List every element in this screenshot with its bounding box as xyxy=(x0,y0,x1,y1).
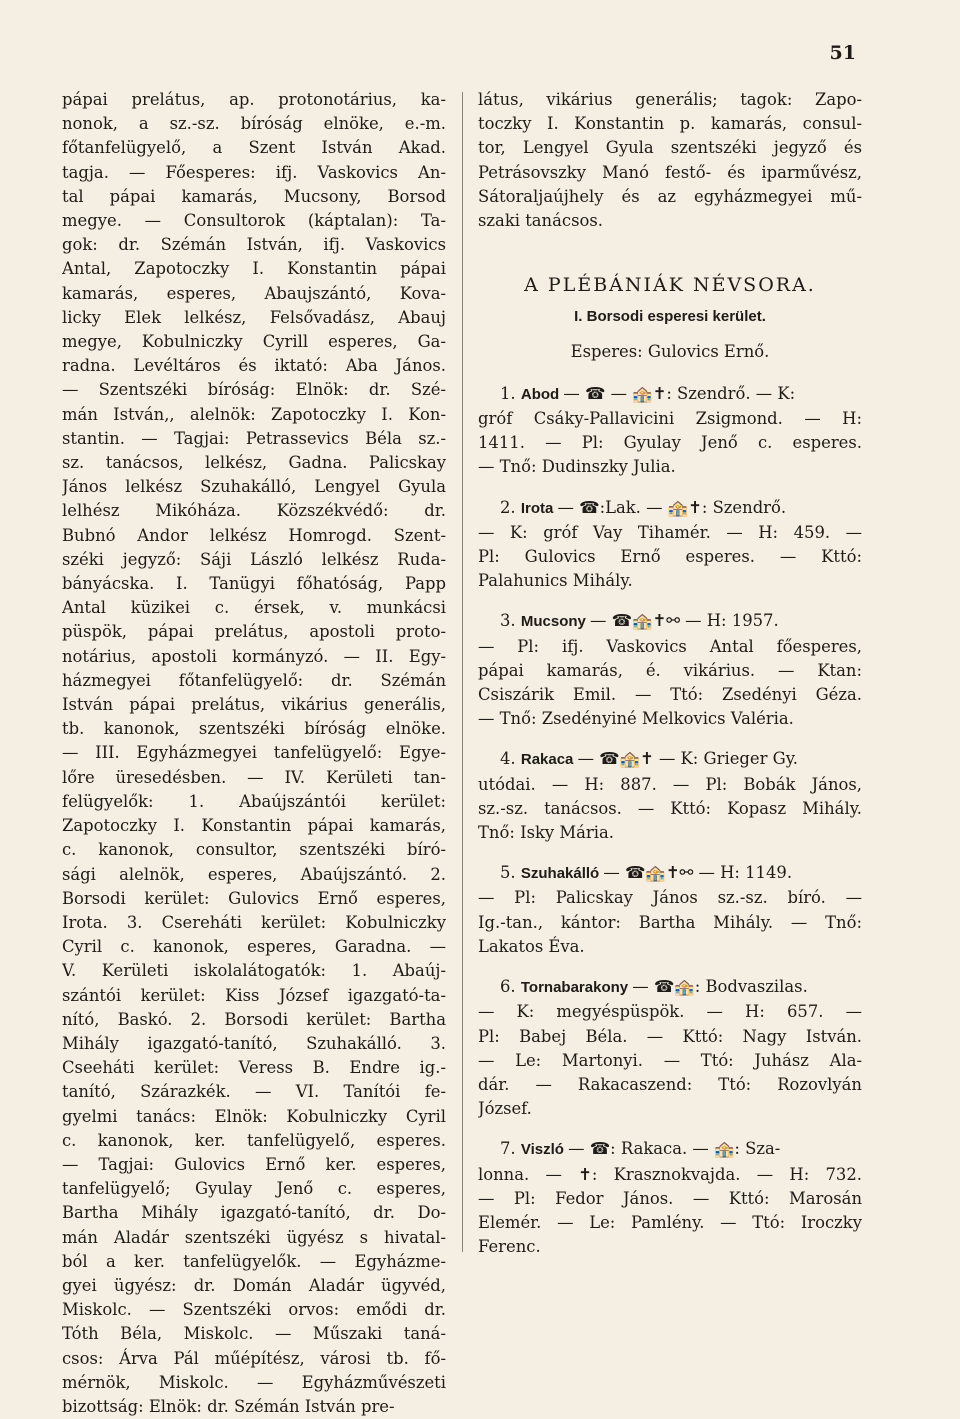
text-line: Sátoraljaújhely és az egyházmegyei mű- xyxy=(478,186,862,206)
parish-detail-line: — Le: Martonyi. — Ttó: Juhász Ala- xyxy=(478,1050,862,1070)
parish-name: Viszló xyxy=(520,1141,569,1159)
text-line: gok: dr. Szémán István, ifj. Vaskovics xyxy=(62,235,446,255)
parish-number: 2. xyxy=(500,497,521,517)
text-line: radna. Levéltáros és iktató: Aba János. xyxy=(62,356,446,376)
parish-detail-line: — Pl: ifj. Vaskovics Antal főesperes, xyxy=(478,636,862,656)
dean-line: Esperes: Gulovics Ernő. xyxy=(570,341,770,361)
parish-number: 4. xyxy=(500,749,521,769)
parish-entry-header xyxy=(478,382,862,407)
parish-entry-header xyxy=(478,861,862,886)
text-line: bányácska. I. Tanügyi főhatóság, Papp xyxy=(62,574,446,594)
parish-detail: — ☎ — 🏤✝: Szendrő. — K: xyxy=(563,383,796,403)
text-line: Irota. 3. Csereháti kerület: Kobulniczky xyxy=(62,912,446,932)
text-line: lelhész Mikóháza. Közszékvédő: dr. xyxy=(62,501,446,521)
parish-number: 7. xyxy=(500,1139,521,1159)
parish-name: Abod xyxy=(520,385,564,403)
text-line: főtanfelügyelő, a Szent István Akad. xyxy=(62,138,446,158)
parish-name: Szuhakálló xyxy=(520,865,604,883)
text-line: stantin. — Tagjai: Petrassevics Béla sz.- xyxy=(62,428,446,448)
text-line: bizottság: Elnök: dr. Szémán István pre- xyxy=(62,1396,395,1416)
text-line: kamarás, esperes, Abaujszántó, Kova- xyxy=(62,283,446,303)
text-line: gyelmi tanács: Elnök: Kobulniczky Cyril xyxy=(62,1106,446,1126)
parish-detail-line: gróf Csáky-Pallavicini Zsigmond. — H: xyxy=(478,409,862,429)
parish-list xyxy=(478,382,862,1260)
text-line: felügyelők: 1. Abaújszántói kerület: xyxy=(62,791,446,811)
text-line: Miskolc. — Szentszéki orvos: emődi dr. xyxy=(62,1300,446,1320)
text-line: V. Kerületi iskolalátogatók: 1. Abaúj- xyxy=(62,961,446,981)
text-line: tor, Lengyel Gyula szentszéki jegyző és xyxy=(478,138,862,158)
parish-detail: — ☎: Rakaca. — 🏤: Sza- xyxy=(568,1139,781,1159)
parish-detail-line: — K: gróf Vay Tihamér. — H: 459. — xyxy=(478,522,862,542)
parish-number: 3. xyxy=(500,611,521,631)
parish-detail-line: 1411. — Pl: Gyulay Jenő c. esperes. xyxy=(478,433,862,453)
parish-detail-line: Ferenc. xyxy=(478,1237,541,1257)
parish-detail-line: Ig.-tan., kántor: Bartha Mihály. — Tnő: xyxy=(478,912,862,932)
parish-detail-line: utódai. — H: 887. — Pl: Bobák János, xyxy=(478,774,862,794)
parish-detail: — ☎🏤✝ — K: Grieger Gy. xyxy=(577,749,799,769)
parish-detail-line: Elemér. — Le: Pamlény. — Ttó: Iroczky xyxy=(478,1212,862,1232)
parish-entry xyxy=(478,861,862,959)
district-subheading: I. Borsodi esperesi kerület. xyxy=(574,308,766,326)
parish-name: Irota xyxy=(520,499,558,517)
parish-detail-line: sz.-sz. tanácsos. — Kttó: Kopasz Mihály. xyxy=(478,798,862,818)
parish-number: 5. xyxy=(500,863,521,883)
text-line: csos: Árva Pál műépítész, városi tb. fő- xyxy=(62,1348,446,1368)
text-line: Cseeháti kerület: Veress B. Endre ig.- xyxy=(62,1058,446,1078)
text-line: tanító, Szárazkék. — VI. Tanítói fe- xyxy=(62,1082,446,1102)
parish-detail-line: Tnő: Isky Mária. xyxy=(478,823,614,843)
parish-entry-header xyxy=(478,496,862,521)
parish-entry-header xyxy=(478,975,862,1000)
parish-entry-header xyxy=(478,1137,862,1162)
section-heading: A PLÉBÁNIÁK NÉVSORA. xyxy=(524,274,816,297)
text-line: tal pápai kamarás, Mucsony, Borsod xyxy=(62,186,446,206)
right-column-intro xyxy=(478,88,862,233)
text-line: Cyril c. kanonok, esperes, Garadna. — xyxy=(62,937,446,957)
text-line: János lelkész Szuhakálló, Lengyel Gyula xyxy=(62,477,446,497)
text-line: tagja. — Főesperes: ifj. Vaskovics An- xyxy=(62,162,446,182)
text-line: Tóth Béla, Miskolc. — Műszaki taná- xyxy=(62,1324,446,1344)
text-line: házmegyei főtanfelügyelő: dr. Szémán xyxy=(62,670,446,690)
text-line: Antal, Zapotoczky I. Konstantin pápai xyxy=(62,259,446,279)
parish-detail-line: — K: megyéspüspök. — H: 657. — xyxy=(478,1002,862,1022)
parish-name: Mucsony xyxy=(520,613,591,631)
parish-entry-header xyxy=(478,609,862,634)
parish-detail-line: — Pl: Palicskay János sz.-sz. bíró. — xyxy=(478,888,862,908)
text-line: megye, Kobulniczky Cyrill esperes, Ga- xyxy=(62,332,446,352)
parish-detail-line: Lakatos Éva. xyxy=(478,936,585,956)
parish-number: 6. xyxy=(500,977,521,997)
page-number: 51 xyxy=(829,42,856,64)
text-line: notárius, apostoli kormányzó. — II. Egy- xyxy=(62,646,446,666)
text-line: szántói kerület: Kiss József igazgató-ta- xyxy=(62,985,446,1005)
parish-detail-line: József. xyxy=(478,1099,532,1119)
text-line: sz. tanácsos, lelkész, Gadna. Palicskay xyxy=(62,453,446,473)
parish-entry xyxy=(478,747,862,845)
text-line: széki jegyző: Sáji László lelkész Ruda- xyxy=(62,549,446,569)
parish-entry xyxy=(478,496,862,594)
text-line: mán István,, alelnök: Zapotoczky I. Kon- xyxy=(62,404,446,424)
text-line: Borsodi kerület: Gulovics Ernő esperes, xyxy=(62,888,446,908)
parish-entry-header xyxy=(478,747,862,772)
text-line: — III. Egyházmegyei tanfelügyelő: Egye- xyxy=(62,743,446,763)
parish-detail-line: lonna. — ✝: Krasznokvajda. — H: 732. xyxy=(478,1164,862,1184)
left-column xyxy=(62,88,446,1419)
text-line: Petrásovszky Manó festő- és iparművész, xyxy=(478,162,862,182)
parish-detail-line: — Pl: Fedor János. — Kttó: Marosán xyxy=(478,1188,862,1208)
parish-detail-line: pápai kamarás, é. vikárius. — Ktan: xyxy=(478,660,862,680)
text-line: tanfelügyelő; Gyulay Jenő c. esperes, xyxy=(62,1179,446,1199)
text-line: Bubnó Andor lelkész Homrogd. Szent- xyxy=(62,525,446,545)
parish-detail-line: dár. — Rakacaszend: Ttó: Rozovlyán xyxy=(478,1074,862,1094)
text-line: nító, Baskó. 2. Borsodi kerület: Bartha xyxy=(62,1009,446,1029)
text-line: — Szentszéki bíróság: Elnök: dr. Szé- xyxy=(62,380,446,400)
text-line: tb. kanonok, szentszéki bíróság elnöke. xyxy=(62,719,446,739)
text-line: mán Aladár szentszéki ügyész s hivatal- xyxy=(62,1227,446,1247)
text-line: István pápai prelátus, vikárius generális, xyxy=(62,695,446,715)
parish-detail-line: — Tnő: Dudinszky Julia. xyxy=(478,457,676,477)
text-line: mérnök, Miskolc. — Egyházművészeti xyxy=(62,1372,446,1392)
parish-entry xyxy=(478,609,862,731)
parish-detail-line: — Tnő: Zsedényiné Melkovics Valéria. xyxy=(478,709,794,729)
text-line: sági alelnök, esperes, Abaújszántó. 2. xyxy=(62,864,446,884)
column-divider xyxy=(462,92,463,1252)
parish-number: 1. xyxy=(500,383,521,403)
parish-detail: — ☎:Lak. — 🏤✝: Szendrő. xyxy=(557,497,787,517)
text-line: püspök, pápai prelátus, apostoli proto- xyxy=(62,622,446,642)
parish-name: Tornabarakony xyxy=(520,979,633,997)
text-line: Zapotoczky I. Konstantin pápai kamarás, xyxy=(62,816,446,836)
text-line: Bartha Mihály igazgató-tanító, dr. Do- xyxy=(62,1203,446,1223)
parish-detail: — ☎🏤✝⚯ — H: 1957. xyxy=(590,611,779,631)
text-line: pápai prelátus, ap. protonotárius, ka- xyxy=(62,90,446,109)
text-line: Antal küzikei c. érsek, v. munkácsi xyxy=(62,598,446,618)
text-line: ból a ker. tanfelügyelők. — Egyházme- xyxy=(62,1251,446,1271)
parish-entry xyxy=(478,382,862,480)
parish-entry xyxy=(478,1137,862,1259)
text-line: Mihály igazgató-tanító, Szuhakálló. 3. xyxy=(62,1033,446,1053)
parish-detail-line: Csiszárik Emil. — Ttó: Zsedényi Géza. xyxy=(478,685,862,705)
text-line: szaki tanácsos. xyxy=(478,211,603,231)
parish-entry xyxy=(478,975,862,1121)
parish-name: Rakaca xyxy=(520,751,578,769)
right-column xyxy=(478,88,862,1275)
parish-detail: — ☎🏤✝⚯ — H: 1149. xyxy=(603,863,793,883)
text-line: nonok, a sz.-sz. bíróság elnöke, e.-m. xyxy=(62,114,446,134)
parish-detail: — ☎🏤: Bodvaszilas. xyxy=(632,977,808,997)
text-line: látus, vikárius generális; tagok: Zapo- xyxy=(478,90,862,109)
text-line: — Tagjai: Gulovics Ernő ker. esperes, xyxy=(62,1154,446,1174)
parish-detail-line: Palahunics Mihály. xyxy=(478,571,633,591)
text-line: megye. — Consultorok (káptalan): Ta- xyxy=(62,211,446,231)
text-line: lőre üresedésben. — IV. Kerületi tan- xyxy=(62,767,446,787)
text-line: gyei ügyész: dr. Domán Aladár ügyvéd, xyxy=(62,1275,446,1295)
text-line: c. kanonok, ker. tanfelügyelő, esperes. xyxy=(62,1130,446,1150)
text-line: toczky I. Konstantin p. kamarás, consul- xyxy=(478,114,862,134)
parish-detail-line: Pl: Gulovics Ernő esperes. — Kttó: xyxy=(478,547,862,567)
text-line: c. kanonok, consultor, szentszéki bíró- xyxy=(62,840,446,860)
parish-detail-line: Pl: Babej Béla. — Kttó: Nagy István. xyxy=(478,1026,862,1046)
text-line: licky Elek lelkész, Felsővadász, Abauj xyxy=(62,307,446,327)
